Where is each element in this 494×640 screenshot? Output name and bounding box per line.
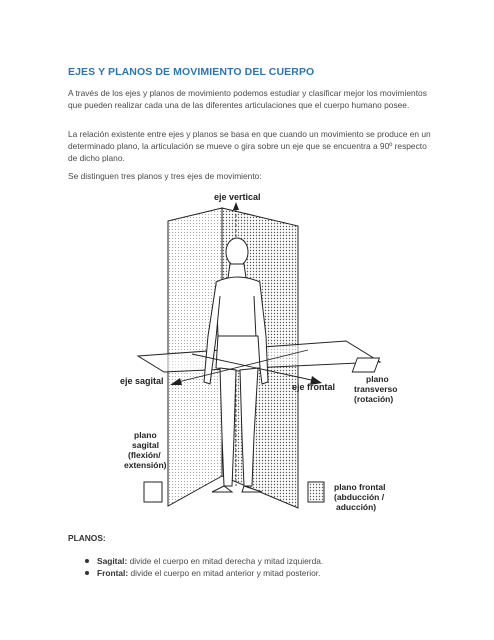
label-plano-transverso-1: plano [366, 374, 389, 384]
label-plano-sagital-4: extensión) [124, 460, 167, 470]
label-eje-vertical: eje vertical [214, 192, 261, 202]
label-plano-transverso-3: (rotación) [354, 394, 394, 404]
label-plano-sagital-2: sagital [132, 440, 159, 450]
label-plano-sagital-3: (flexión/ [128, 450, 161, 460]
label-eje-frontal: eje frontal [292, 382, 336, 392]
sagittal-legend-square [144, 482, 162, 502]
label-plano-sagital-1: plano [134, 430, 157, 440]
list-item [85, 567, 445, 579]
label-plano-frontal-2: (abducción / [334, 492, 385, 502]
plane-term: Frontal: [97, 568, 129, 578]
label-plano-frontal-3: aducción) [336, 502, 377, 512]
frontal-legend-square [308, 482, 324, 502]
plane-description: divide el cuerpo en mitad anterior y mitad posterior. [128, 568, 321, 578]
axes-planes-figure [120, 186, 420, 530]
document-title: EJES Y PLANOS DE MOVIMIENTO DEL CUERPO [68, 66, 315, 78]
plane-description: divide el cuerpo en mitad derecha y mitad izquierda. [127, 556, 324, 566]
planes-heading: PLANOS: [68, 533, 106, 543]
paragraph-three-planes: Se distinguen tres planos y tres ejes de movimiento: [68, 171, 262, 181]
paragraph-intro: A través de los ejes y planos de movimiento podemos estudiar y clasificar mejor los movimientos que pueden realizar cada una de las diferentes articulaciones que el cuerpo humano posee. [68, 88, 427, 110]
list-item [85, 555, 445, 567]
label-eje-sagital: eje sagital [120, 376, 164, 386]
transverse-legend-square [352, 358, 379, 372]
planes-list [85, 555, 445, 579]
paragraph-relation: La relación existente entre ejes y planos se basa en que cuando un movimiento se produce en un determinado plano, la articulación se mueve o gira sobre un eje que se encuentra a 90º respecto de dicho plano. [68, 129, 431, 163]
vertical-axis-arrow [233, 202, 239, 210]
label-plano-frontal-1: plano frontal [334, 482, 386, 492]
plane-term: Sagital: [97, 556, 128, 566]
label-plano-transverso-2: transverso [354, 384, 398, 394]
